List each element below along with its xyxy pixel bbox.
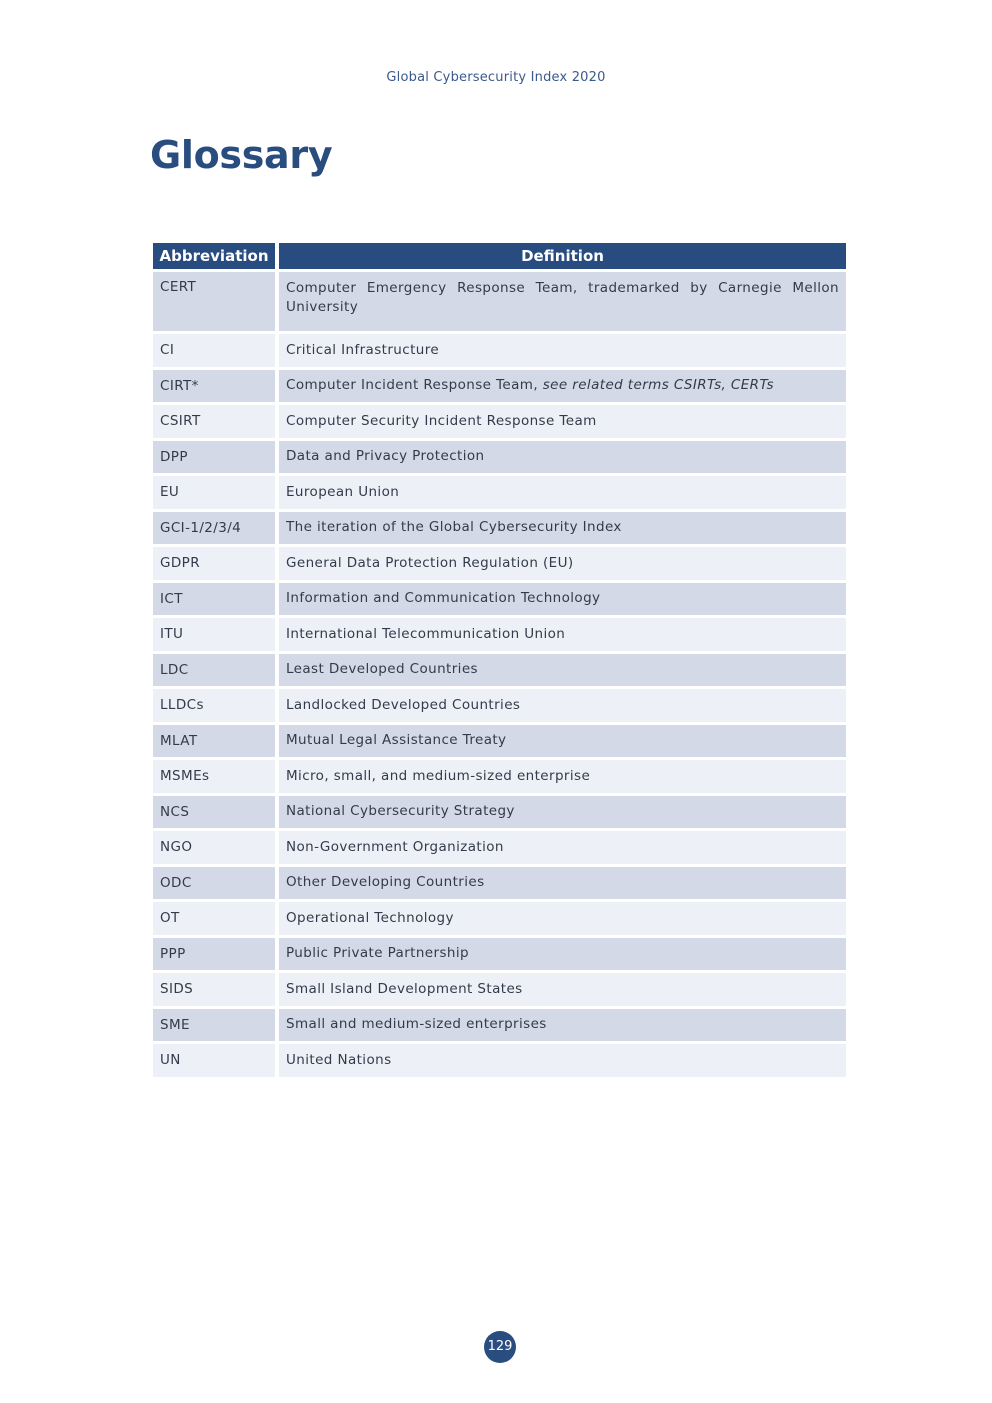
column-header-abbreviation: Abbreviation bbox=[153, 243, 275, 269]
definition-text: Least Developed Countries bbox=[286, 661, 478, 678]
definition-text: Other Developing Countries bbox=[286, 874, 485, 891]
definition-cell bbox=[279, 973, 846, 1006]
abbreviation-cell: NCS bbox=[153, 796, 275, 829]
definition-cell bbox=[279, 760, 846, 793]
abbreviation-cell: CIRT* bbox=[153, 370, 275, 403]
definition-italic-note: see related terms CSIRTs, CERTs bbox=[542, 377, 774, 394]
table-row bbox=[153, 831, 846, 864]
definition-cell bbox=[279, 654, 846, 687]
definition-cell bbox=[279, 938, 846, 971]
definition-text: Non-Government Organization bbox=[286, 838, 504, 855]
definition-text: Operational Technology bbox=[286, 909, 454, 926]
definition-cell bbox=[279, 512, 846, 545]
table-row bbox=[153, 654, 846, 687]
table-row bbox=[153, 476, 846, 509]
table-row bbox=[153, 370, 846, 403]
definition-cell bbox=[279, 902, 846, 935]
definition-cell bbox=[279, 272, 846, 331]
table-row bbox=[153, 512, 846, 545]
table-row bbox=[153, 618, 846, 651]
definition-text: Computer Incident Response Team, bbox=[286, 377, 543, 394]
definition-cell bbox=[279, 583, 846, 616]
glossary-table bbox=[149, 240, 850, 1080]
table-row bbox=[153, 760, 846, 793]
definition-cell bbox=[279, 405, 846, 438]
abbreviation-cell: PPP bbox=[153, 938, 275, 971]
abbreviation-cell: MLAT bbox=[153, 725, 275, 758]
abbreviation-cell: OT bbox=[153, 902, 275, 935]
abbreviation-cell: EU bbox=[153, 476, 275, 509]
definition-cell bbox=[279, 689, 846, 722]
abbreviation-cell: ITU bbox=[153, 618, 275, 651]
definition-text: European Union bbox=[286, 483, 400, 500]
abbreviation-cell: ODC bbox=[153, 867, 275, 900]
definition-text: Critical Infrastructure bbox=[286, 341, 440, 358]
table-row bbox=[153, 796, 846, 829]
definition-text: International Telecommunication Union bbox=[286, 625, 566, 642]
page-number: 129 bbox=[484, 1331, 516, 1363]
abbreviation-cell: NGO bbox=[153, 831, 275, 864]
abbreviation-cell: SME bbox=[153, 1009, 275, 1042]
definition-cell bbox=[279, 831, 846, 864]
definition-cell bbox=[279, 476, 846, 509]
abbreviation-cell: SIDS bbox=[153, 973, 275, 1006]
table-row bbox=[153, 689, 846, 722]
page-title: Glossary bbox=[150, 133, 333, 177]
definition-text: Computer Emergency Response Team, trademarked by Carnegie Mellon University bbox=[286, 280, 839, 315]
table-row bbox=[153, 867, 846, 900]
table-row bbox=[153, 1044, 846, 1077]
table-row bbox=[153, 441, 846, 474]
definition-cell bbox=[279, 618, 846, 651]
definition-text: Mutual Legal Assistance Treaty bbox=[286, 732, 507, 749]
definition-text: Small Island Development States bbox=[286, 980, 523, 997]
definition-text: Landlocked Developed Countries bbox=[286, 696, 521, 713]
definition-text: Computer Security Incident Response Team bbox=[286, 412, 597, 429]
definition-text: United Nations bbox=[286, 1051, 392, 1068]
definition-text: Information and Communication Technology bbox=[286, 590, 601, 607]
table-row bbox=[153, 725, 846, 758]
definition-cell bbox=[279, 1044, 846, 1077]
definition-text: Small and medium-sized enterprises bbox=[286, 1016, 547, 1033]
definition-cell bbox=[279, 370, 846, 403]
abbreviation-cell: CERT bbox=[153, 272, 275, 331]
table-row bbox=[153, 272, 846, 331]
table-row bbox=[153, 1009, 846, 1042]
abbreviation-cell: GCI-1/2/3/4 bbox=[153, 512, 275, 545]
definition-cell bbox=[279, 867, 846, 900]
definition-cell bbox=[279, 1009, 846, 1042]
abbreviation-cell: LLDCs bbox=[153, 689, 275, 722]
definition-text: Micro, small, and medium-sized enterprise bbox=[286, 767, 591, 784]
glossary-body bbox=[153, 272, 846, 1077]
table-row bbox=[153, 405, 846, 438]
running-header: Global Cybersecurity Index 2020 bbox=[386, 70, 606, 85]
abbreviation-cell: UN bbox=[153, 1044, 275, 1077]
definition-cell bbox=[279, 796, 846, 829]
definition-text: General Data Protection Regulation (EU) bbox=[286, 554, 574, 571]
column-header-definition: Definition bbox=[279, 243, 846, 269]
table-row bbox=[153, 938, 846, 971]
abbreviation-cell: GDPR bbox=[153, 547, 275, 580]
definition-cell bbox=[279, 725, 846, 758]
abbreviation-cell: ICT bbox=[153, 583, 275, 616]
definition-cell bbox=[279, 334, 846, 367]
table-row bbox=[153, 902, 846, 935]
definition-cell bbox=[279, 547, 846, 580]
definition-text: The iteration of the Global Cybersecurity Index bbox=[286, 519, 622, 536]
table-header-row bbox=[153, 243, 846, 269]
abbreviation-cell: CI bbox=[153, 334, 275, 367]
definition-text: Public Private Partnership bbox=[286, 945, 469, 962]
abbreviation-cell: MSMEs bbox=[153, 760, 275, 793]
definition-text: Data and Privacy Protection bbox=[286, 448, 485, 465]
abbreviation-cell: LDC bbox=[153, 654, 275, 687]
table-row bbox=[153, 973, 846, 1006]
table-row bbox=[153, 547, 846, 580]
definition-cell bbox=[279, 441, 846, 474]
abbreviation-cell: CSIRT bbox=[153, 405, 275, 438]
definition-text: National Cybersecurity Strategy bbox=[286, 803, 515, 820]
table-row bbox=[153, 583, 846, 616]
abbreviation-cell: DPP bbox=[153, 441, 275, 474]
table-row bbox=[153, 334, 846, 367]
